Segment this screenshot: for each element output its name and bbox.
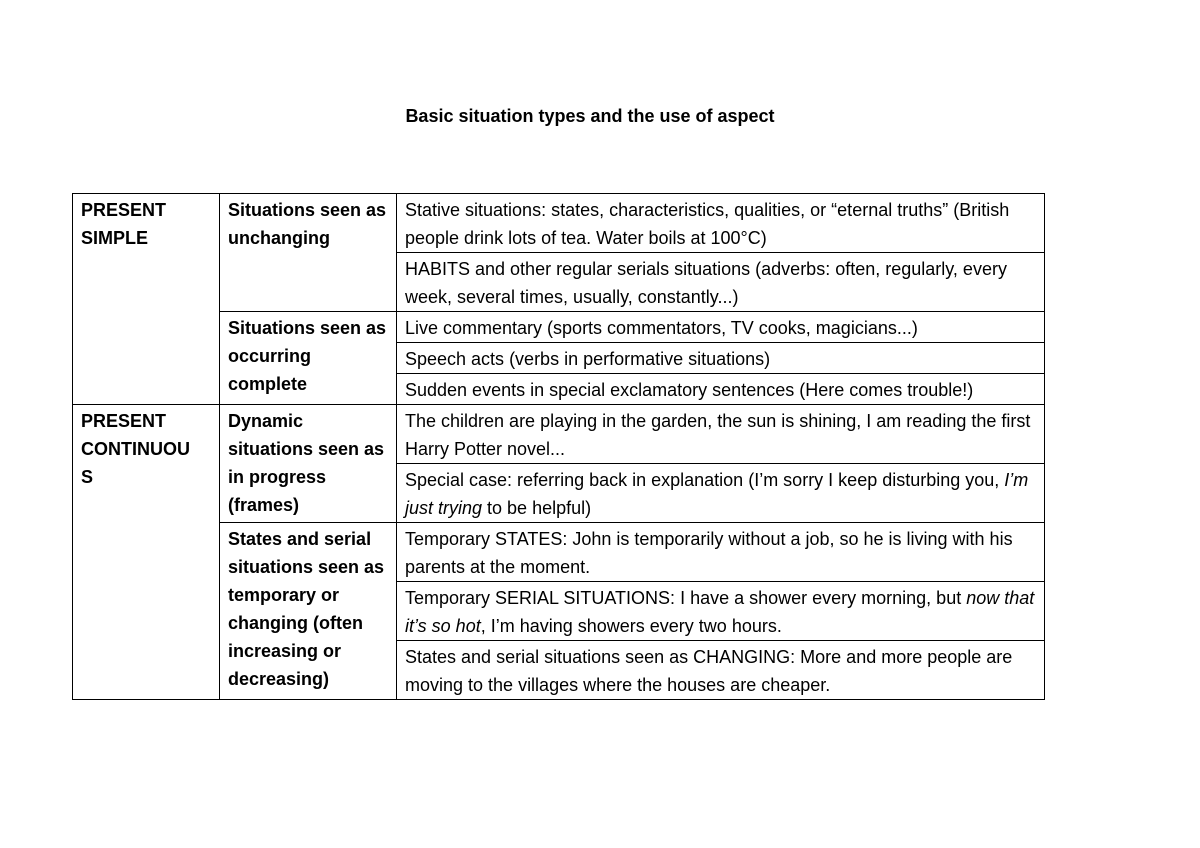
tense-present-simple bbox=[73, 194, 220, 405]
description-cell: Live commentary (sports commentators, TV cooks, magicians...) bbox=[397, 312, 1045, 343]
tense-label: S bbox=[81, 467, 94, 487]
tense-present-continuous bbox=[73, 405, 220, 700]
situation-type: States and serial situations seen as temporary or changing (often increasing or decreasing) bbox=[220, 523, 397, 700]
table-row bbox=[73, 405, 1045, 464]
emphasized-example: now that it’s so hot bbox=[405, 588, 1035, 636]
tense-label: PRESENT bbox=[81, 411, 167, 431]
description-cell bbox=[397, 582, 1045, 641]
tense-label: PRESENT bbox=[81, 200, 167, 220]
description-cell: Sudden events in special exclamatory sentences (Here comes trouble!) bbox=[397, 374, 1045, 405]
description-cell: Speech acts (verbs in performative situations) bbox=[397, 343, 1045, 374]
aspect-table bbox=[72, 193, 1045, 700]
description-text: Special case: referring back in explanation (I’m sorry I keep disturbing you, bbox=[405, 470, 1005, 490]
table-row bbox=[73, 194, 1045, 253]
tense-label: CONTINUOU bbox=[81, 439, 190, 459]
situation-type: Dynamic situations seen as in progress (frames) bbox=[220, 405, 397, 523]
tense-label: SIMPLE bbox=[81, 228, 149, 248]
description-cell bbox=[397, 464, 1045, 523]
description-cell: States and serial situations seen as CHANGING: More and more people are moving to the villages where the houses are cheaper. bbox=[397, 641, 1045, 700]
description-text: , I’m having showers every two hours. bbox=[480, 616, 782, 636]
situation-type: Situations seen as unchanging bbox=[220, 194, 397, 312]
description-cell: The children are playing in the garden, the sun is shining, I am reading the first Harry Potter novel... bbox=[397, 405, 1045, 464]
situation-type: Situations seen as occurring complete bbox=[220, 312, 397, 405]
description-text: to be helpful) bbox=[482, 498, 592, 518]
page-title: Basic situation types and the use of aspect bbox=[405, 106, 775, 126]
description-cell: Temporary STATES: John is temporarily without a job, so he is living with his parents at the moment. bbox=[397, 523, 1045, 582]
description-cell: Stative situations: states, characteristics, qualities, or “eternal truths” (British people drink lots of tea. Water boils at 100°C) bbox=[397, 194, 1045, 253]
emphasized-example: I’m just trying bbox=[405, 470, 1029, 518]
description-cell: HABITS and other regular serials situations (adverbs: often, regularly, every week, several times, usually, constantly...) bbox=[397, 253, 1045, 312]
description-text: Temporary SERIAL SITUATIONS: I have a shower every morning, but bbox=[405, 588, 967, 608]
